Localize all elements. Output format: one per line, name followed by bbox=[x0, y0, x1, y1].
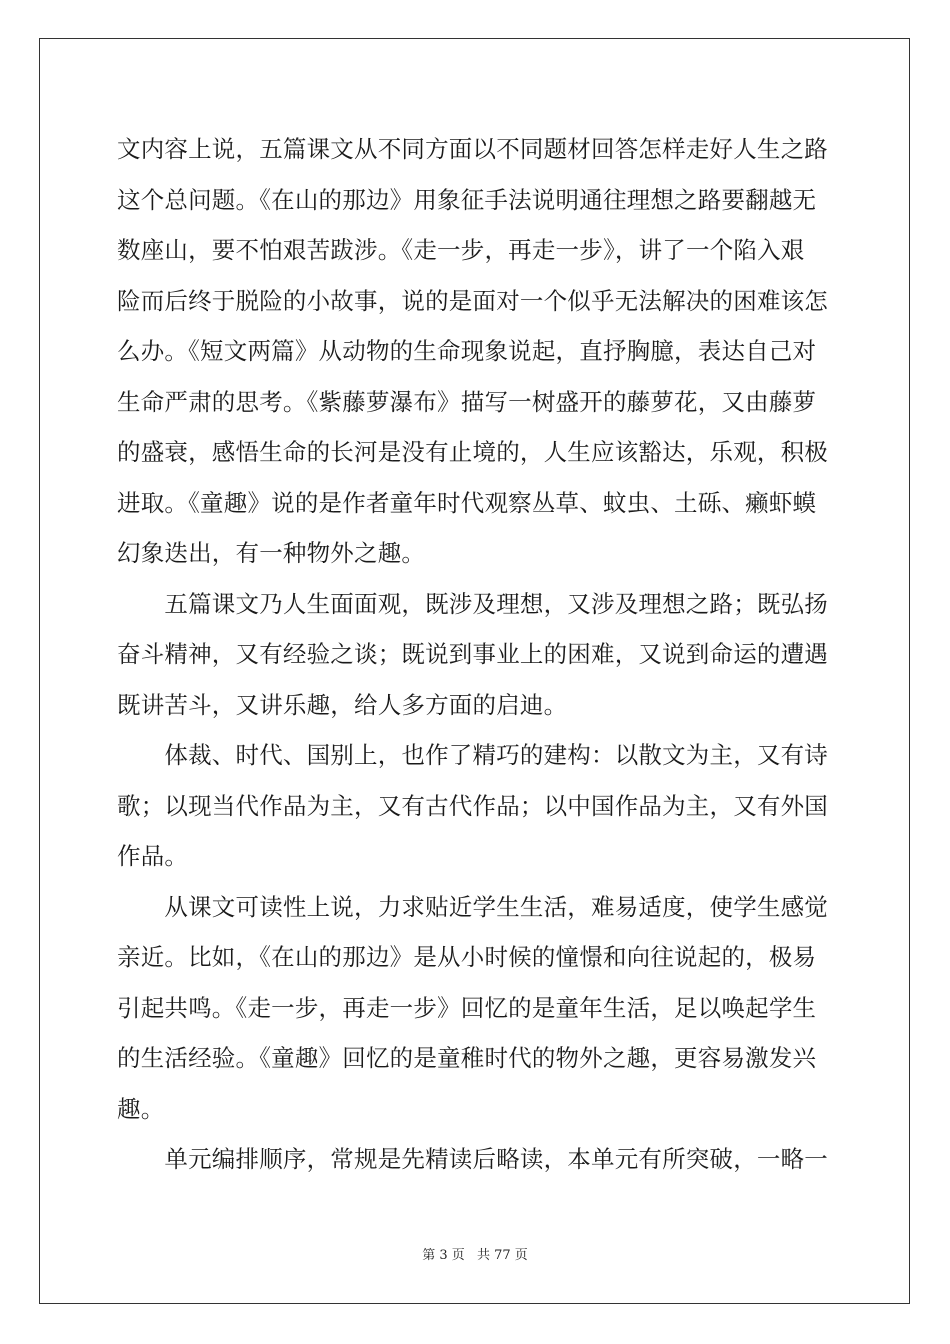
text-line: 生命严肃的思考。《紫藤萝瀑布》描写一树盛开的藤萝花，又由藤萝 bbox=[117, 387, 817, 416]
text-line: 这个总问题。《在山的那边》用象征手法说明通往理想之路要翻越无 bbox=[117, 185, 817, 214]
paragraph-start-line: 体裁、时代、国别上，也作了精巧的建构：以散文为主，又有诗 bbox=[117, 741, 828, 769]
paragraph-start-line: 五篇课文乃人生面面观，既涉及理想，又涉及理想之路；既弘扬 bbox=[117, 589, 828, 618]
text-line: 么办。《短文两篇》从动物的生命现象说起，直抒胸臆，表达自己对 bbox=[117, 337, 817, 365]
page-footer bbox=[0, 1244, 950, 1263]
paragraph-start-line: 从课文可读性上说，力求贴近学生生活，难易适度，使学生感觉 bbox=[117, 892, 828, 921]
text-line: 歌；以现当代作品为主，又有古代作品；以中国作品为主，又有外国 bbox=[117, 791, 828, 820]
text-line: 奋斗精神，又有经验之谈；既说到事业上的困难，又说到命运的遭遇 bbox=[117, 640, 828, 668]
paragraph-start-line: 单元编排顺序，常规是先精读后略读，本单元有所突破，一略一 bbox=[117, 1145, 828, 1173]
text-line: 幻象迭出，有一种物外之趣。 bbox=[117, 539, 426, 567]
text-line: 的盛衰，感悟生命的长河是没有止境的，人生应该豁达，乐观，积极 bbox=[117, 438, 828, 466]
text-line: 引起共鸣。《走一步，再走一步》回忆的是童年生活，足以唤起学生 bbox=[117, 993, 817, 1022]
text-line: 险而后终于脱险的小故事，说的是面对一个似乎无法解决的困难该怎 bbox=[117, 286, 828, 315]
text-line: 作品。 bbox=[117, 842, 189, 870]
document-body bbox=[117, 127, 833, 1188]
text-line: 的生活经验。《童趣》回忆的是童稚时代的物外之趣，更容易激发兴 bbox=[117, 1044, 817, 1072]
text-line: 数座山，要不怕艰苦跋涉。《走一步，再走一步》，讲了一个陷入艰 bbox=[117, 236, 805, 264]
text-line: 进取。《童趣》说的是作者童年时代观察丛草、蚊虫、土砾、癞虾蟆 bbox=[117, 488, 817, 517]
total-pages: 共 77 页 bbox=[476, 1248, 528, 1263]
text-line: 既讲苦斗，又讲乐趣，给人多方面的启迪。 bbox=[117, 690, 568, 719]
text-line: 文内容上说，五篇课文从不同方面以不同题材回答怎样走好人生之路 bbox=[117, 135, 828, 163]
text-line: 趣。 bbox=[117, 1094, 165, 1123]
text-line: 亲近。比如，《在山的那边》是从小时候的憧憬和向往说起的，极易 bbox=[117, 943, 817, 971]
page-number: 第 3 页 bbox=[422, 1248, 465, 1263]
